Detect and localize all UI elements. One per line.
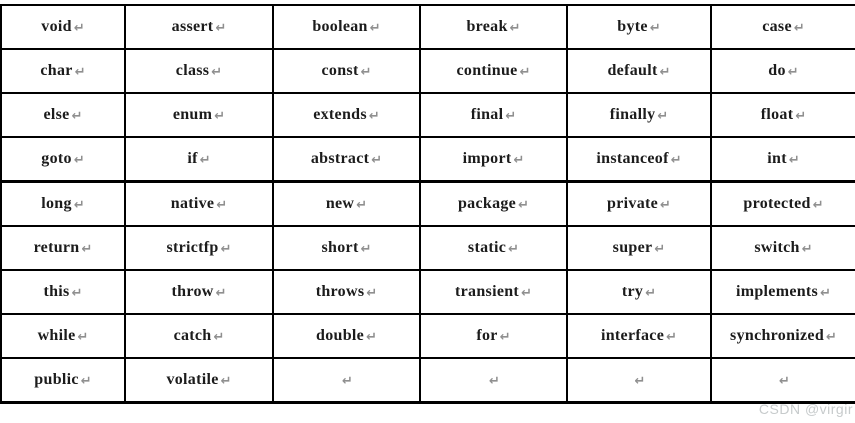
table-cell: [711, 93, 855, 137]
table-cell: [711, 314, 855, 358]
return-mark-icon: ↵: [659, 65, 671, 80]
table-row: [1, 137, 855, 182]
table-cell: [420, 270, 567, 314]
table-cell: [711, 5, 855, 49]
keyword-text: native: [170, 195, 215, 212]
keyword-text: const: [321, 62, 359, 79]
return-mark-icon: ↵: [199, 153, 211, 168]
table-cell: [420, 182, 567, 227]
return-mark-icon: ↵: [215, 21, 227, 36]
return-mark-icon: ↵: [74, 65, 86, 80]
keyword-text: catch: [173, 327, 212, 344]
keyword-text: synchronized: [730, 327, 825, 344]
table-cell: [1, 93, 125, 137]
table-cell: [567, 226, 711, 270]
table-cell: [273, 358, 420, 403]
table-cell: [125, 182, 273, 227]
table-cell: [1, 358, 125, 403]
table-row: [1, 5, 855, 49]
return-mark-icon: ↵: [499, 330, 511, 345]
keyword-text: implements: [735, 283, 819, 300]
table-cell: [711, 182, 855, 227]
return-mark-icon: ↵: [519, 65, 531, 80]
return-mark-icon: ↵: [77, 330, 89, 345]
keyword-text: package: [457, 195, 517, 212]
table-cell: [125, 226, 273, 270]
table-cell: [125, 5, 273, 49]
keyword-text: extends: [313, 106, 367, 123]
table-cell: [420, 49, 567, 93]
table-cell: [1, 49, 125, 93]
keyword-text: boolean: [312, 18, 368, 35]
keyword-text: if: [187, 150, 198, 167]
table-cell: [567, 49, 711, 93]
table-cell: [420, 314, 567, 358]
keyword-text: break: [466, 18, 508, 35]
keyword-text: abstract: [310, 150, 370, 167]
table-cell: [567, 270, 711, 314]
return-mark-icon: ↵: [654, 242, 666, 257]
keyword-text: class: [175, 62, 210, 79]
table-cell: [1, 182, 125, 227]
keyword-text: default: [607, 62, 658, 79]
keyword-text: protected: [743, 195, 811, 212]
return-mark-icon: ↵: [787, 65, 799, 80]
return-mark-icon: ↵: [220, 242, 232, 257]
return-mark-icon: ↵: [649, 21, 661, 36]
return-mark-icon: ↵: [216, 198, 228, 213]
keyword-text: transient: [455, 283, 520, 300]
keyword-text: void: [41, 18, 72, 35]
table-cell: [420, 358, 567, 403]
return-mark-icon: ↵: [371, 153, 383, 168]
return-mark-icon: ↵: [71, 109, 83, 124]
table-cell: [420, 137, 567, 182]
table-row: [1, 49, 855, 93]
keyword-text: enum: [172, 106, 213, 123]
return-mark-icon: ↵: [670, 153, 682, 168]
return-mark-icon: ↵: [666, 330, 677, 345]
return-mark-icon: ↵: [214, 109, 226, 124]
return-mark-icon: ↵: [505, 109, 517, 124]
return-mark-icon: ↵: [356, 198, 368, 213]
table-row: [1, 270, 855, 314]
keyword-text: strictfp: [166, 239, 219, 256]
return-mark-icon: ↵: [489, 374, 500, 389]
table-cell: [125, 137, 273, 182]
keyword-text: short: [321, 239, 359, 256]
table-cell: [273, 182, 420, 227]
table-cell: [1, 226, 125, 270]
table-cell: [125, 314, 273, 358]
keyword-text: final: [470, 106, 504, 123]
keyword-text: throw: [171, 283, 214, 300]
return-mark-icon: ↵: [826, 330, 837, 345]
return-mark-icon: ↵: [788, 153, 800, 168]
return-mark-icon: ↵: [779, 374, 790, 389]
keyword-text: instanceof: [596, 150, 669, 167]
table-cell: [420, 5, 567, 49]
return-mark-icon: ↵: [657, 109, 669, 124]
table-cell: [125, 358, 273, 403]
keyword-text: new: [325, 195, 355, 212]
table-row: [1, 358, 855, 403]
keywords-table-body: [1, 5, 855, 403]
table-cell: [711, 226, 855, 270]
return-mark-icon: ↵: [360, 65, 372, 80]
keyword-text: try: [621, 283, 644, 300]
return-mark-icon: ↵: [521, 286, 532, 301]
return-mark-icon: ↵: [820, 286, 831, 301]
table-cell: [125, 49, 273, 93]
return-mark-icon: ↵: [366, 286, 378, 301]
table-cell: [567, 182, 711, 227]
return-mark-icon: ↵: [81, 242, 93, 257]
keyword-text: throws: [315, 283, 365, 300]
table-cell: [1, 314, 125, 358]
keyword-text: goto: [41, 150, 72, 167]
keyword-text: interface: [600, 327, 665, 344]
table-cell: [273, 314, 420, 358]
return-mark-icon: ↵: [793, 21, 805, 36]
return-mark-icon: ↵: [513, 153, 525, 168]
table-cell: [567, 358, 711, 403]
return-mark-icon: ↵: [73, 153, 85, 168]
table-cell: [273, 5, 420, 49]
return-mark-icon: ↵: [509, 21, 521, 36]
table-cell: [420, 226, 567, 270]
keyword-text: continue: [456, 62, 518, 79]
return-mark-icon: ↵: [360, 242, 372, 257]
table-cell: [273, 226, 420, 270]
keyword-text: int: [767, 150, 787, 167]
keyword-text: finally: [609, 106, 656, 123]
keyword-text: long: [41, 195, 72, 212]
keyword-text: import: [462, 150, 512, 167]
return-mark-icon: ↵: [220, 374, 232, 389]
keyword-text: for: [476, 327, 498, 344]
keyword-text: do: [768, 62, 786, 79]
keyword-text: while: [37, 327, 76, 344]
table-row: [1, 182, 855, 227]
table-cell: [711, 49, 855, 93]
return-mark-icon: ↵: [812, 198, 824, 213]
csdn-watermark: CSDN @virgir: [758, 401, 853, 417]
table-cell: [567, 93, 711, 137]
keyword-text: super: [612, 239, 653, 256]
table-row: [1, 226, 855, 270]
return-mark-icon: ↵: [213, 330, 225, 345]
keyword-text: public: [34, 371, 79, 388]
table-cell: [273, 137, 420, 182]
table-cell: [1, 5, 125, 49]
keyword-text: private: [607, 195, 659, 212]
return-mark-icon: ↵: [801, 242, 813, 257]
keyword-text: case: [762, 18, 792, 35]
table-cell: [711, 137, 855, 182]
table-cell: [125, 93, 273, 137]
table-cell: [1, 270, 125, 314]
return-mark-icon: ↵: [634, 374, 646, 389]
table-cell: [711, 358, 855, 403]
return-mark-icon: ↵: [366, 330, 377, 345]
table-cell: [567, 5, 711, 49]
keyword-text: byte: [617, 18, 648, 35]
keyword-text: return: [33, 239, 80, 256]
table-cell: [273, 270, 420, 314]
table-cell: [420, 93, 567, 137]
table-cell: [567, 137, 711, 182]
return-mark-icon: ↵: [211, 65, 223, 80]
return-mark-icon: ↵: [369, 21, 381, 36]
return-mark-icon: ↵: [660, 198, 671, 213]
return-mark-icon: ↵: [795, 109, 807, 124]
return-mark-icon: ↵: [215, 286, 227, 301]
return-mark-icon: ↵: [508, 242, 520, 257]
keyword-text: double: [316, 327, 365, 344]
table-cell: [1, 137, 125, 182]
keyword-text: switch: [754, 239, 800, 256]
table-cell: [711, 270, 855, 314]
return-mark-icon: ↵: [645, 286, 657, 301]
keyword-text: else: [43, 106, 70, 123]
keywords-table: [0, 4, 855, 404]
keyword-text: this: [43, 283, 70, 300]
table-cell: [273, 93, 420, 137]
table-cell: [273, 49, 420, 93]
table-row: [1, 93, 855, 137]
return-mark-icon: ↵: [73, 198, 85, 213]
return-mark-icon: ↵: [368, 109, 380, 124]
return-mark-icon: ↵: [80, 374, 92, 389]
return-mark-icon: ↵: [518, 198, 529, 213]
table-cell: [567, 314, 711, 358]
table-cell: [125, 270, 273, 314]
keyword-text: assert: [171, 18, 214, 35]
table-row: [1, 314, 855, 358]
return-mark-icon: ↵: [73, 21, 85, 36]
keyword-text: static: [467, 239, 507, 256]
keyword-text: char: [40, 62, 73, 79]
keyword-text: volatile: [166, 371, 219, 388]
keyword-text: float: [760, 106, 794, 123]
return-mark-icon: ↵: [71, 286, 83, 301]
return-mark-icon: ↵: [342, 374, 353, 389]
